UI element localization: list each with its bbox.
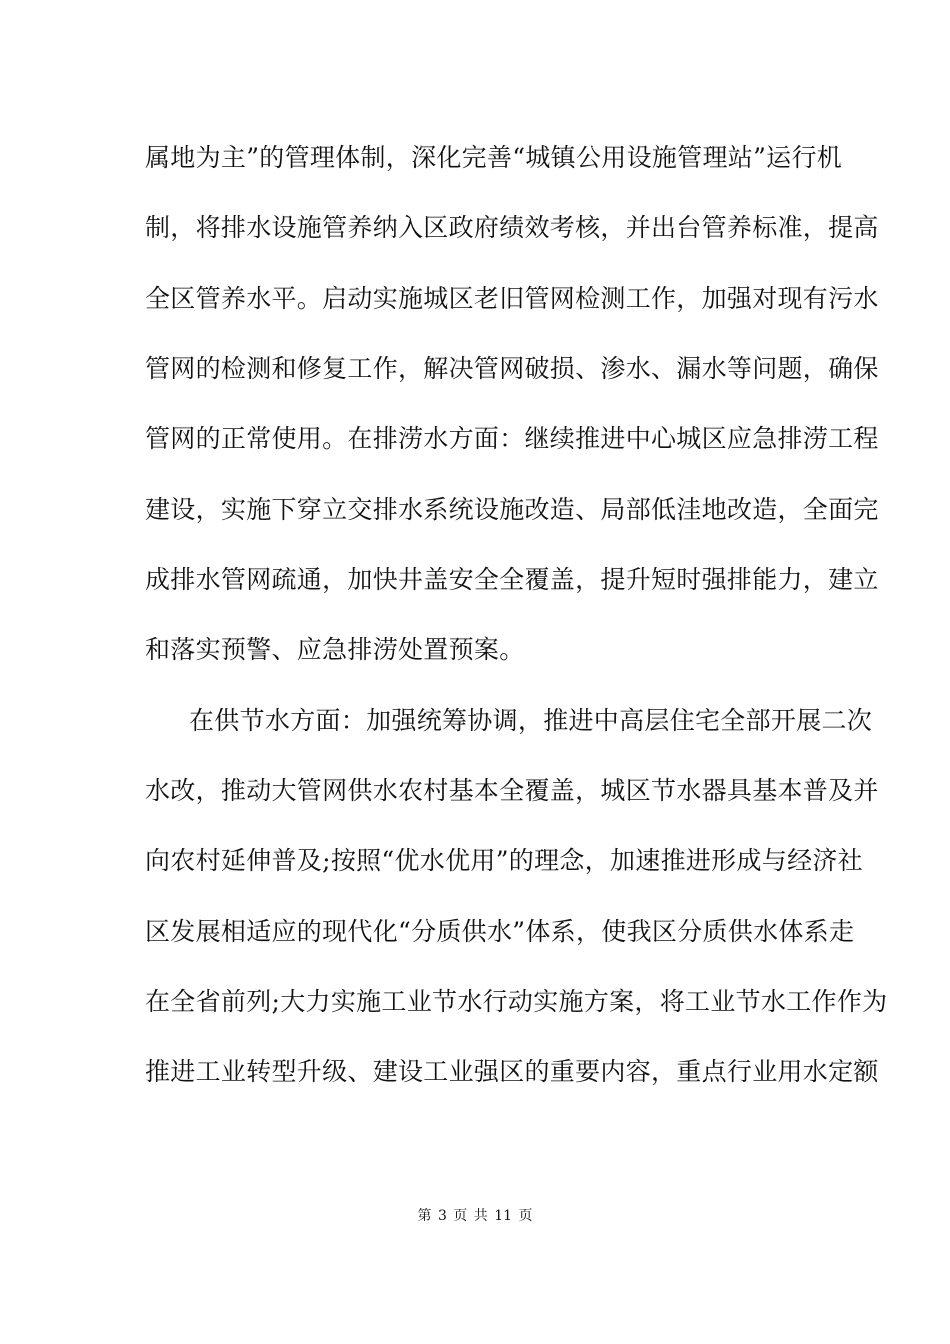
body-text-line: 管网的检测和修复工作，解决管网破损、渗水、漏水等问题，确保 xyxy=(145,354,879,383)
body-text-line: 全区管养水平。启动实施城区老旧管网检测工作，加强对现有污水 xyxy=(145,284,879,313)
body-text-line: 区发展相适应的现代化“分质供水”体系，使我区分质供水体系走 xyxy=(145,917,855,946)
body-text-line: 管网的正常使用。在排涝水方面：继续推进中心城区应急排涝工程 xyxy=(145,424,879,453)
body-text-line: 向农村延伸普及;按照“优水优用”的理念，加速推进形成与经济社 xyxy=(145,846,863,875)
body-text-line: 在全省前列;大力实施工业节水行动实施方案，将工业节水工作作为 xyxy=(145,987,888,1016)
body-text-line: 和落实预警、应急排涝处置预案。 xyxy=(145,635,525,664)
body-text-line: 建设，实施下穿立交排水系统设施改造、局部低洼地改造，全面完 xyxy=(145,495,879,524)
body-text-line: 属地为主”的管理体制，深化完善“城镇公用设施管理站”运行机 xyxy=(145,143,843,172)
body-text-line: 成排水管网疏通，加快井盖安全全覆盖，提升短时强排能力，建立 xyxy=(145,565,879,594)
paragraph-first-line: 在供节水方面：加强统筹协调，推进中高层住宅全部开展二次 xyxy=(189,706,873,735)
body-text-line: 水改，推动大管网供水农村基本全覆盖，城区节水器具基本普及并 xyxy=(145,776,879,805)
page-number-footer: 第 3 页 共 11 页 xyxy=(417,1208,533,1224)
body-text-line: 制，将排水设施管养纳入区政府绩效考核，并出台管养标准，提高 xyxy=(145,213,879,242)
body-text-line: 推进工业转型升级、建设工业强区的重要内容，重点行业用水定额 xyxy=(145,1057,879,1086)
